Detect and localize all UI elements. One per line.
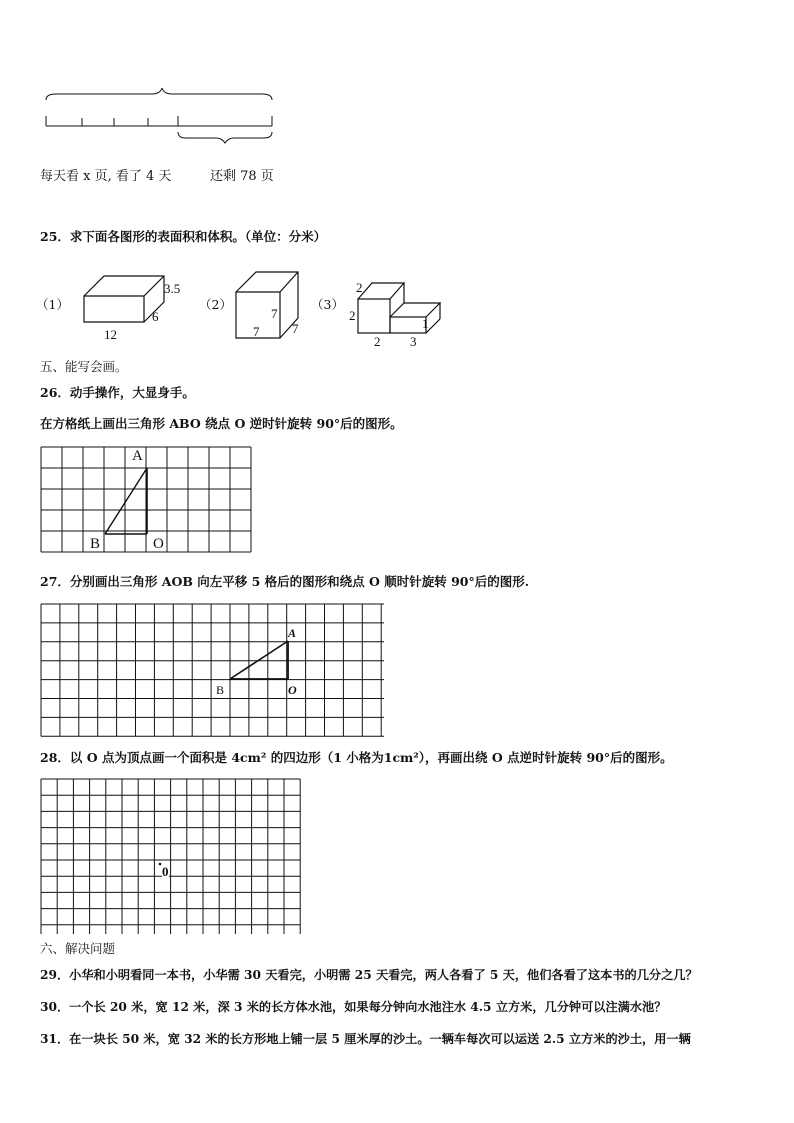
fig2-label-b: 7 [253, 324, 260, 339]
fig2-label-a: 7 [271, 306, 278, 321]
q27-label-o: O [288, 683, 297, 697]
fig1-width-label: 6 [152, 309, 159, 324]
composite-figure-3 [356, 279, 442, 335]
q26-title: 26．动手操作，大显身手。 [40, 385, 195, 400]
q26-label-o: O [153, 536, 164, 552]
fig2-label: （2） [199, 297, 232, 312]
grid-q27 [40, 603, 384, 737]
fig3-right-label: 1 [422, 316, 429, 331]
q27-title: 27．分别画出三角形 AOB 向左平移 5 格后的图形和绕点 O 顺时针旋转 90°后的图形. [40, 574, 530, 589]
q29-text: 29．小华和小明看同一本书，小华需 30 天看完，小明需 25 天看完，两人各看了 5 天，他们各看了这本书的几分之几？ [40, 968, 698, 982]
q28-title: 28．以 O 点为顶点画一个面积是 4cm² 的四边形（1 小格为1cm²），再画出绕 O 点逆时针旋转 90°后的图形。 [40, 750, 673, 765]
q25-title: 25．求下面各图形的表面积和体积。（单位：分米） [40, 229, 327, 244]
q28-label-o: 0 [162, 864, 169, 879]
fig1-length-label: 12 [104, 327, 117, 342]
fig1-label: （1） [36, 297, 69, 312]
fig3-label: （3） [311, 297, 344, 312]
q31-text: 31．在一块长 50 米，宽 32 米的长方形地上铺一层 5 厘米厚的沙土。一辆车每次可以运送 2.5 立方米的沙土，用一辆 [40, 1032, 691, 1046]
grid-q26 [40, 446, 256, 558]
fig3-bottom-right-label: 3 [410, 334, 417, 349]
q27-label-a: A [288, 626, 297, 640]
fig2-label-c: 7 [292, 321, 299, 336]
fig3-top-label: 2 [356, 280, 363, 295]
q27-label-b: B [216, 683, 225, 697]
section6-title: 六、解决问题 [40, 941, 116, 956]
fig3-bottom-left-label: 2 [374, 334, 381, 349]
q26-instruction: 在方格纸上画出三角形 ABO 绕点 O 逆时针旋转 90°后的图形。 [40, 416, 403, 431]
q26-label-b: B [90, 536, 101, 552]
fig1-height-label: 3.5 [164, 281, 181, 296]
section5-title: 五、能写会画。 [40, 359, 128, 374]
cube-figure-2 [234, 270, 300, 342]
segment-diagram [40, 88, 280, 154]
q26-label-a: A [132, 448, 143, 464]
bar-caption-left: 每天看 x 页, 看了 4 天 [40, 169, 172, 184]
fig3-left-label: 2 [349, 308, 356, 323]
bar-caption-right: 还剩 78 页 [210, 169, 274, 184]
grid-q28 [40, 778, 302, 934]
q30-text: 30．一个长 20 米，宽 12 米，深 3 米的长方体水池，如果每分钟向水池注水 4.5 立方米，几分钟可以注满水池？ [40, 1000, 667, 1014]
